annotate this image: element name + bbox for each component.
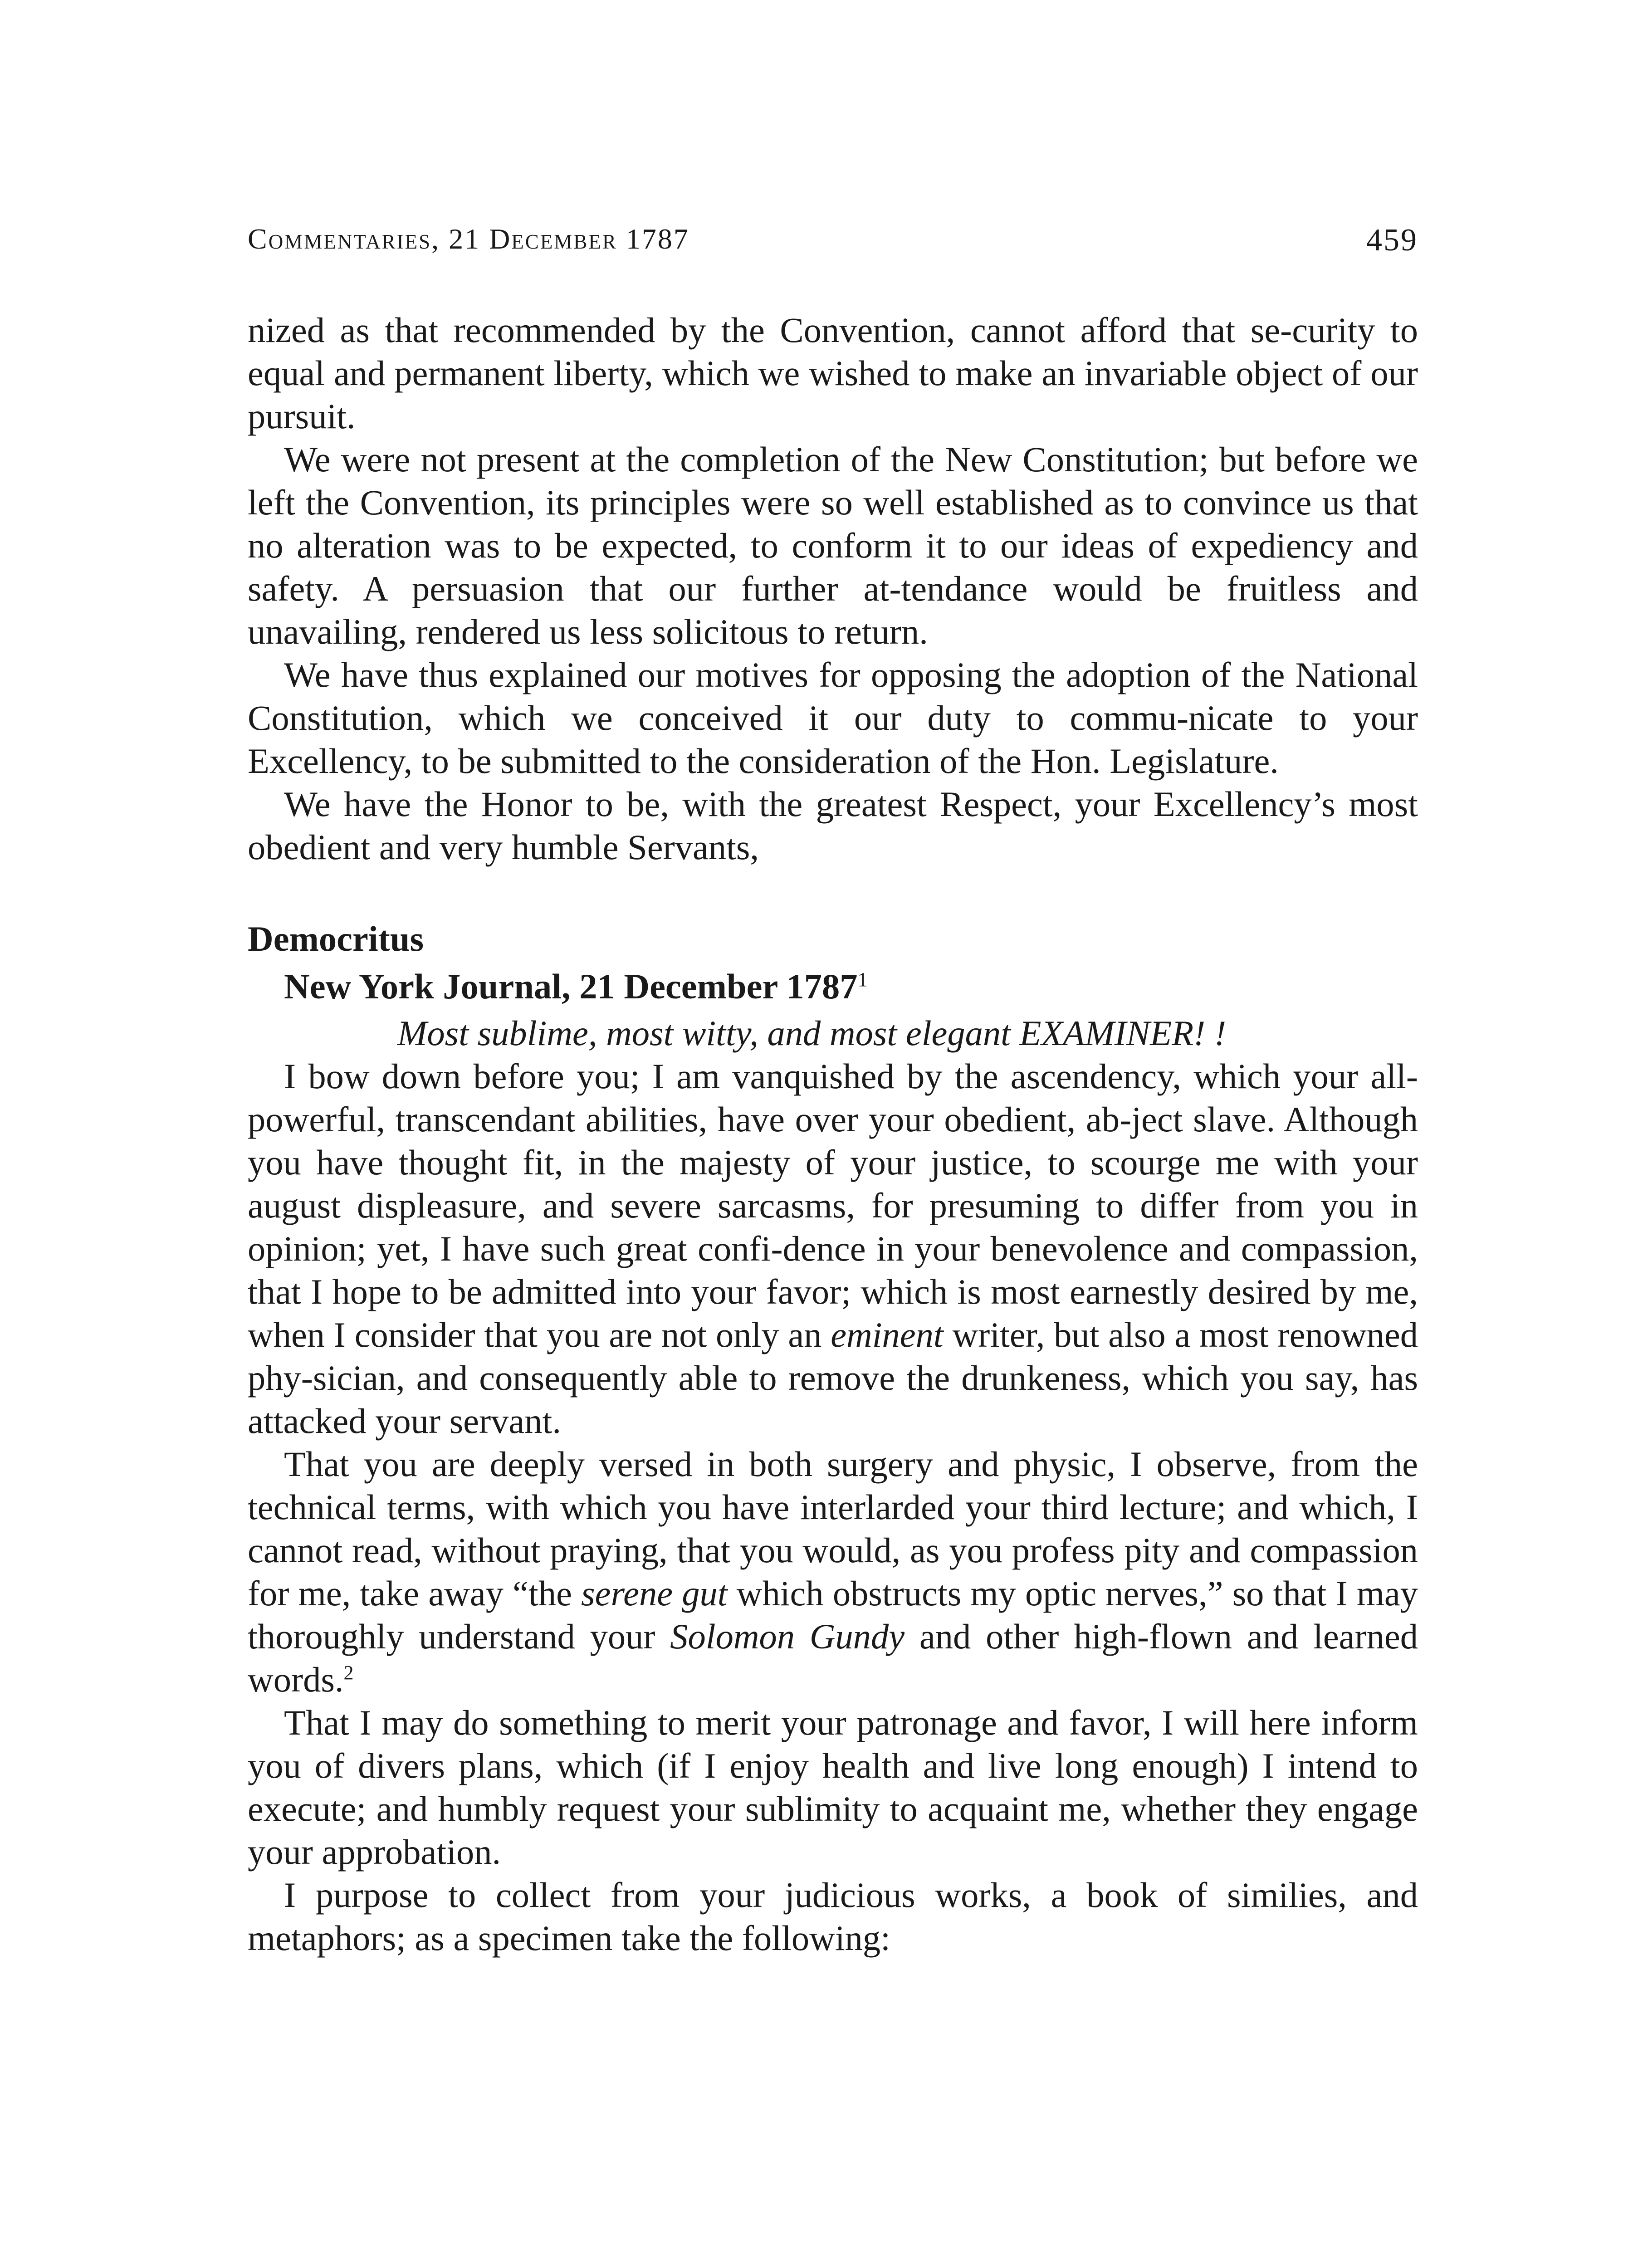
footnote-marker: 2 [343,1661,354,1684]
text-run: That you are deeply versed in both surgery and physic, I observe, from the technical terms, with which you have interlarded your third lecture; and which, I cannot read, without praying, that you would, as you profess pity and compassion for me, take away “the [248,1444,1418,1613]
italic-text: serene gut [581,1574,728,1613]
body-text [248,308,1418,1960]
text-run: I bow down before you; I am vanquished by the ascendency, which your all-powerful, transcendant abilities, have over your obedient, ab-ject slave. Although you have thought fit, in the majesty of your justice, to scourge me with your august displeasure, and severe sarcasms, for presuming to differ from you in opinion; yet, I have such great confi-dence in your benevolence and compassion, that I hope to be admitted into your favor; which is most earnestly desired by me, when I consider that you are not only an [248,1056,1418,1354]
paragraph: nized as that recommended by the Convention, cannot afford that se-curity to equal and permanent liberty, which we wished to make an invariable object of our pursuit. [248,310,1418,436]
text-run: writer, but also a most renowned phy-sician, and consequently able to remove the drunkeness, which you say, has attacked your servant. [248,1315,1418,1441]
section-gap [248,869,1418,916]
paragraph [248,1055,1418,1442]
paragraph: I purpose to collect from your judicious works, a book of similies, and metaphors; as a specimen take the following: [248,1875,1418,1958]
paragraph: That I may do something to merit your patronage and favor, I will here inform you of divers plans, which (if I enjoy health and live long enough) I intend to execute; and humbly request your sublimity to acquaint me, whether they engage your approbation. [248,1703,1418,1872]
document-author-heading: Democritus [248,919,424,958]
running-head [248,222,1418,263]
footnote-marker: 1 [857,968,868,991]
paragraph [248,1442,1418,1701]
running-head-title: Commentaries, 21 December 1787 [248,223,689,255]
italic-text: Solomon Gundy [670,1617,905,1656]
source-text: New York Journal, 21 December 1787 [284,967,858,1006]
paragraph: We were not present at the completion of the New Constitution; but before we left the Convention, its principles were so well established as to convince us that no alteration was to be expected, to conform it to our ideas of expediency and safety. A persuasion that our further at-tendance would be fruitless and unavailing, rendered us less solicitous to return. [248,440,1418,651]
salutation: Most sublime, most witty, and most elegant EXAMINER! ! [397,1013,1227,1053]
text-run: which obstructs my optic nerves,” so that I may thoroughly understand your [248,1574,1418,1656]
page-number: 459 [1366,223,1418,258]
paragraph: We have thus explained our motives for opposing the adoption of the National Constitution, which we conceived it our duty to commu-nicate to your Excellency, to be submitted to the consideration of the Hon. Legislature. [248,655,1418,781]
italic-text: eminent [831,1315,944,1354]
paragraph: We have the Honor to be, with the greatest Respect, your Excellency’s most obedient and very humble Servants, [248,784,1418,867]
document-source-heading [248,962,1418,1012]
text-run: and other high-flown and learned words. [248,1617,1418,1699]
